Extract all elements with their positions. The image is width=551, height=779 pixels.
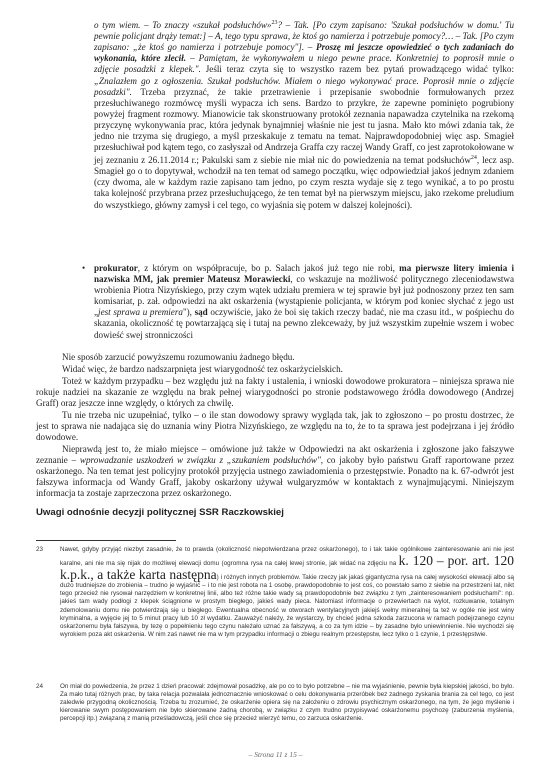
footnote-number: 23 (36, 546, 44, 553)
footnote-24: 24 On miał do powiedzenia, że przez 1 dzień pracował: zdejmował posadzkę, ale po co to było potrzebne – nie ma wyjaśnienie, pewnie była kiepskiej jakości, bo było. Za mało tutaj różnych prac, by taka relacja pozwalała jednoznacznie wnioskować o celu dokonywania przeróbek bez zadnego zyskania brania za cel tego, co jest zaledwie przygodną okolicznością. Trzeba tu zrozumieć, że oskarżenie opiera się na założeniu o zdrowiu psychicznym oskarżonego, na tym, że jego myślenie i kierowanie swym postępowaniem nie było skierowane żadną chorobą, w związku z czym trudno przypisywać oskarżonemu psychozę (zaburzenia myślenia, percepcji itp.) związaną z manią prześladowczą, jeśli chce się przecież wierzyć temu, co zarzuca oskarżenie. (36, 683, 514, 723)
bullet-marker: • (82, 263, 86, 273)
paragraph-no-error: Nie sposób zarzucić powyższemu rozumowaniu żadnego błędu. (62, 352, 295, 362)
paragraph-false-testimony: Nieprawdą jest to, że miało miejsce – omówione już także w Odpowiedzi na akt oskarżenia i zgłoszone jako fałszywe zeznanie – wprowadzanie uszkodzeń w związku z „szukaniem podsłuchów", co jakoby było państwu Graff raportowane przez oskarżonego. Na ten temat jest policyjny protokół przyjęcia ustnego zawiadomienia o przestępstwie. Ponadto na k. 67-odwrót jest fałszywa informacja od Wandy Graff, jakoby oskarżony używał wulgaryzmów w kontaktach z wynajmującymi. Niniejszym informacja ta zostaje zaprzeczona przez oskarżonego. (36, 444, 514, 499)
page-footer: – Strona 11 z 15 – (248, 750, 303, 759)
bullet-paragraph-podsluchy: o tym wiem. – To znaczy «szukał podsłuchów»$^{23}$? – Tak. [Po czym zapisano: 'Szukał podsłuchów w domu.' Tu pewnie policjant drąży temat:] – A, tego typu sprawa, że ktoś go namierza i potrzebuje pomocy?… – Tak. [Po czym zapisano: „że ktoś go namierza i potrzebuje pomocy"]. – Proszę mi jeszcze opowiedzieć o tych zadaniach do wykonania, które zlecił. – Pamiętam, że wykonywałem u niego pewne prace. Konkretniej to poprosił mnie o zdjęcie posadzki z klepek.". Jeśli teraz czyta się to wszystko razem bez pytań prowadzącego widać tylko: „Znalazłem go z ogłoszenia. Szukał podsłuchów. Miałem o niego wykonywać prace. Poprosił mnie o zdjęcie posadzki". Trzeba przyznać, że takie przetrawienie i przepisanie swobodnie formułowanych przez przesłuchiwanego rozmówcę myśli wypacza ich sens. Bardzo to przykre, że zapewne pominięto pogrubiony powyżej fragment rozmowy. Mianowicie tak skonstruowany protokół zeznania napawadza czytelnika na rzekomą przyczynę wykonywania prac, która jedynak bynajmniej właśnie nie jest tu jasna. Mało kto mówi zdania tak, że jedno nie trzyma się drugiego, a myśl przeskakuje z tematu na temat. Najprawdopodobniej więc asp. Smagieł przesłuchiwał pod kątem tego, co zasłyszał od Andrzeja Graffa czy raczej Wandy Graff, co jest zaprotokołowane w jej zeznaniu z 26.11.2014 r.; Pakulski sam z siebie nie miał nic do powiedzenia na temat podsłuchów$^{24}$, lecz asp. Smagieł go o to dopytywał, wchodził na ten temat od samego początku, więc odpowiedział jakoś jednym zdaniem (czy dwoma, ale w każdym razie zapisano tam jedno, po czym reszta wydaje się z tego wynikać, a to po prostu taka kolejność przybrana przez przesłuchującego, że ten temat był na pierwszym miejscu, jako rzekome preludium do wszystkiego, główny zamysł i cel tego, co wyjaśnia się potem w dalszej kolejności). (94, 20, 514, 210)
paragraph-suspicious-case: Tu nie trzeba nic uzupełniać, tylko – o ile stan dowodowy sprawy wygląda tak, jak to zgłoszono – po prostu dostrzec, że jest to sprawa nie nadająca się do uznania winy Piotra Nizyńskiego, ze względu na to, że to ta sprawa jest podejrzana i jej źródło dowodowe. (36, 410, 514, 443)
footnote-number: 24 (36, 683, 44, 690)
bullet-paragraph-prokurator: prokurator, z którym on współpracuje, bo p. Salach jakoś już tego nie robi, ma pierwsze litery imienia i nazwiska MM, jak premier Mateusz Morawiecki, co wskazuje na możliwość politycznego zleceniodawstwa wrobienia Piotra Nizyńskiego, przy czym wątek udziału premiera w tej sprawie był już podnoszony przez ten sam komisariat, p. zał. odpowiedzi na akt oskarżenia (wystąpienie policjanta, w którym pod koniec słychać z jego ust „jest sprawa u premiera"), sąd oczywiście, jako że boi się takich rzeczy badać, nie ma czasu itd., w pośpiechu do skazania, okoliczność tę powtarzającą się i tutaj na pewno zlekceważy, by już wszystkim zupełnie wszem i wobec dowieść swej stronniczości (94, 263, 514, 340)
paragraph-no-conviction: Toteż w każdym przypadku – bez względu już na fakty i ustalenia, i wnioski dowodowe prokuratora – niniejsza sprawa nie rokuje nadziei na skazanie ze względu na brak pełnej wiarygodności po stronie podstawowego źródła dowodowego (Andrzej Graff) oraz jeszcze inne względy, o których za chwilę. (36, 376, 514, 409)
footnote-large-text: k. 120 – por. art. 120 k.p.k., a także karta następna (60, 553, 514, 583)
footnote-divider (36, 540, 176, 541)
paragraph-credibility: Widać więc, że bardzo nadszarpnięta jest wiarygodność tez oskarżycielskich. (62, 364, 343, 374)
footnote-23: 23 Nawet, gdyby przyjąć niezbyt zasadnie, że to prawda (okoliczność niepotwierdzana przez oskarżonego), to i tak takie ogólnikowe zainteresowanie ani nie jest karalne, ani nie ma się nijak do możliwej elewacji domu (ogromna rysa na całej lewej stronie, jak widać na zdjęciu na k. 120 – por. art. 120 k.p.k., a także karta następna) i różnych innych problemów. Takie rzeczy jak jakaś gigantyczna rysa na całej wysokości elewacji albo są dużo trudniejsze do zrobienia – trudno je wyjaśnić – i to nie jest robota na 1 osobę, prawdopodobnie to jest coś, co powstało samo z siebie na przestrzeni lat, nikt tego przecież nie rysował narzędziem w konkretnej linii, albo też różne takie wady są prawdopodobnie bez związku z tym „zainteresowaniem podsłuchami": np. jakieś tam wady podłogi z klepek ściągnione w prostym biegłego, jakieś wady pieca. Natomiast informacje o przewiertach na wylot, rozkuwanie, totalnym zdemolowaniu domu nie potwierdzają się u biegłego. Ewentualna obecność w otworach wentylacyjnych jakiejś wełny mineralnej ta też w ogóle nie jest winy kryminalna, a wyjęcie jej to 5 minut pracy lub 10 zł wydatku. Zauważyć należy, że wystarczy, by chcieć jedna szkoda zarzucona w ramach podejrzanego czynu oskarżonemu była fałszywa, by tezę o popełnieniu tego czynu należało uznać za fałszywą, a co za tym idzie – by zasadne było uniewinnienie. Nie wychodzi się wyrokiem poza akt oskarżenia. W nim zaś nawet nie ma w tym przypadku informacji o zbiegu realnym przestępstw, lecz tylko o 1 czynie, 1 przestępstwie. (36, 546, 514, 638)
section-heading: Uwagi odnośnie decyzji politycznej SSR Raczkowskiej (36, 507, 284, 518)
